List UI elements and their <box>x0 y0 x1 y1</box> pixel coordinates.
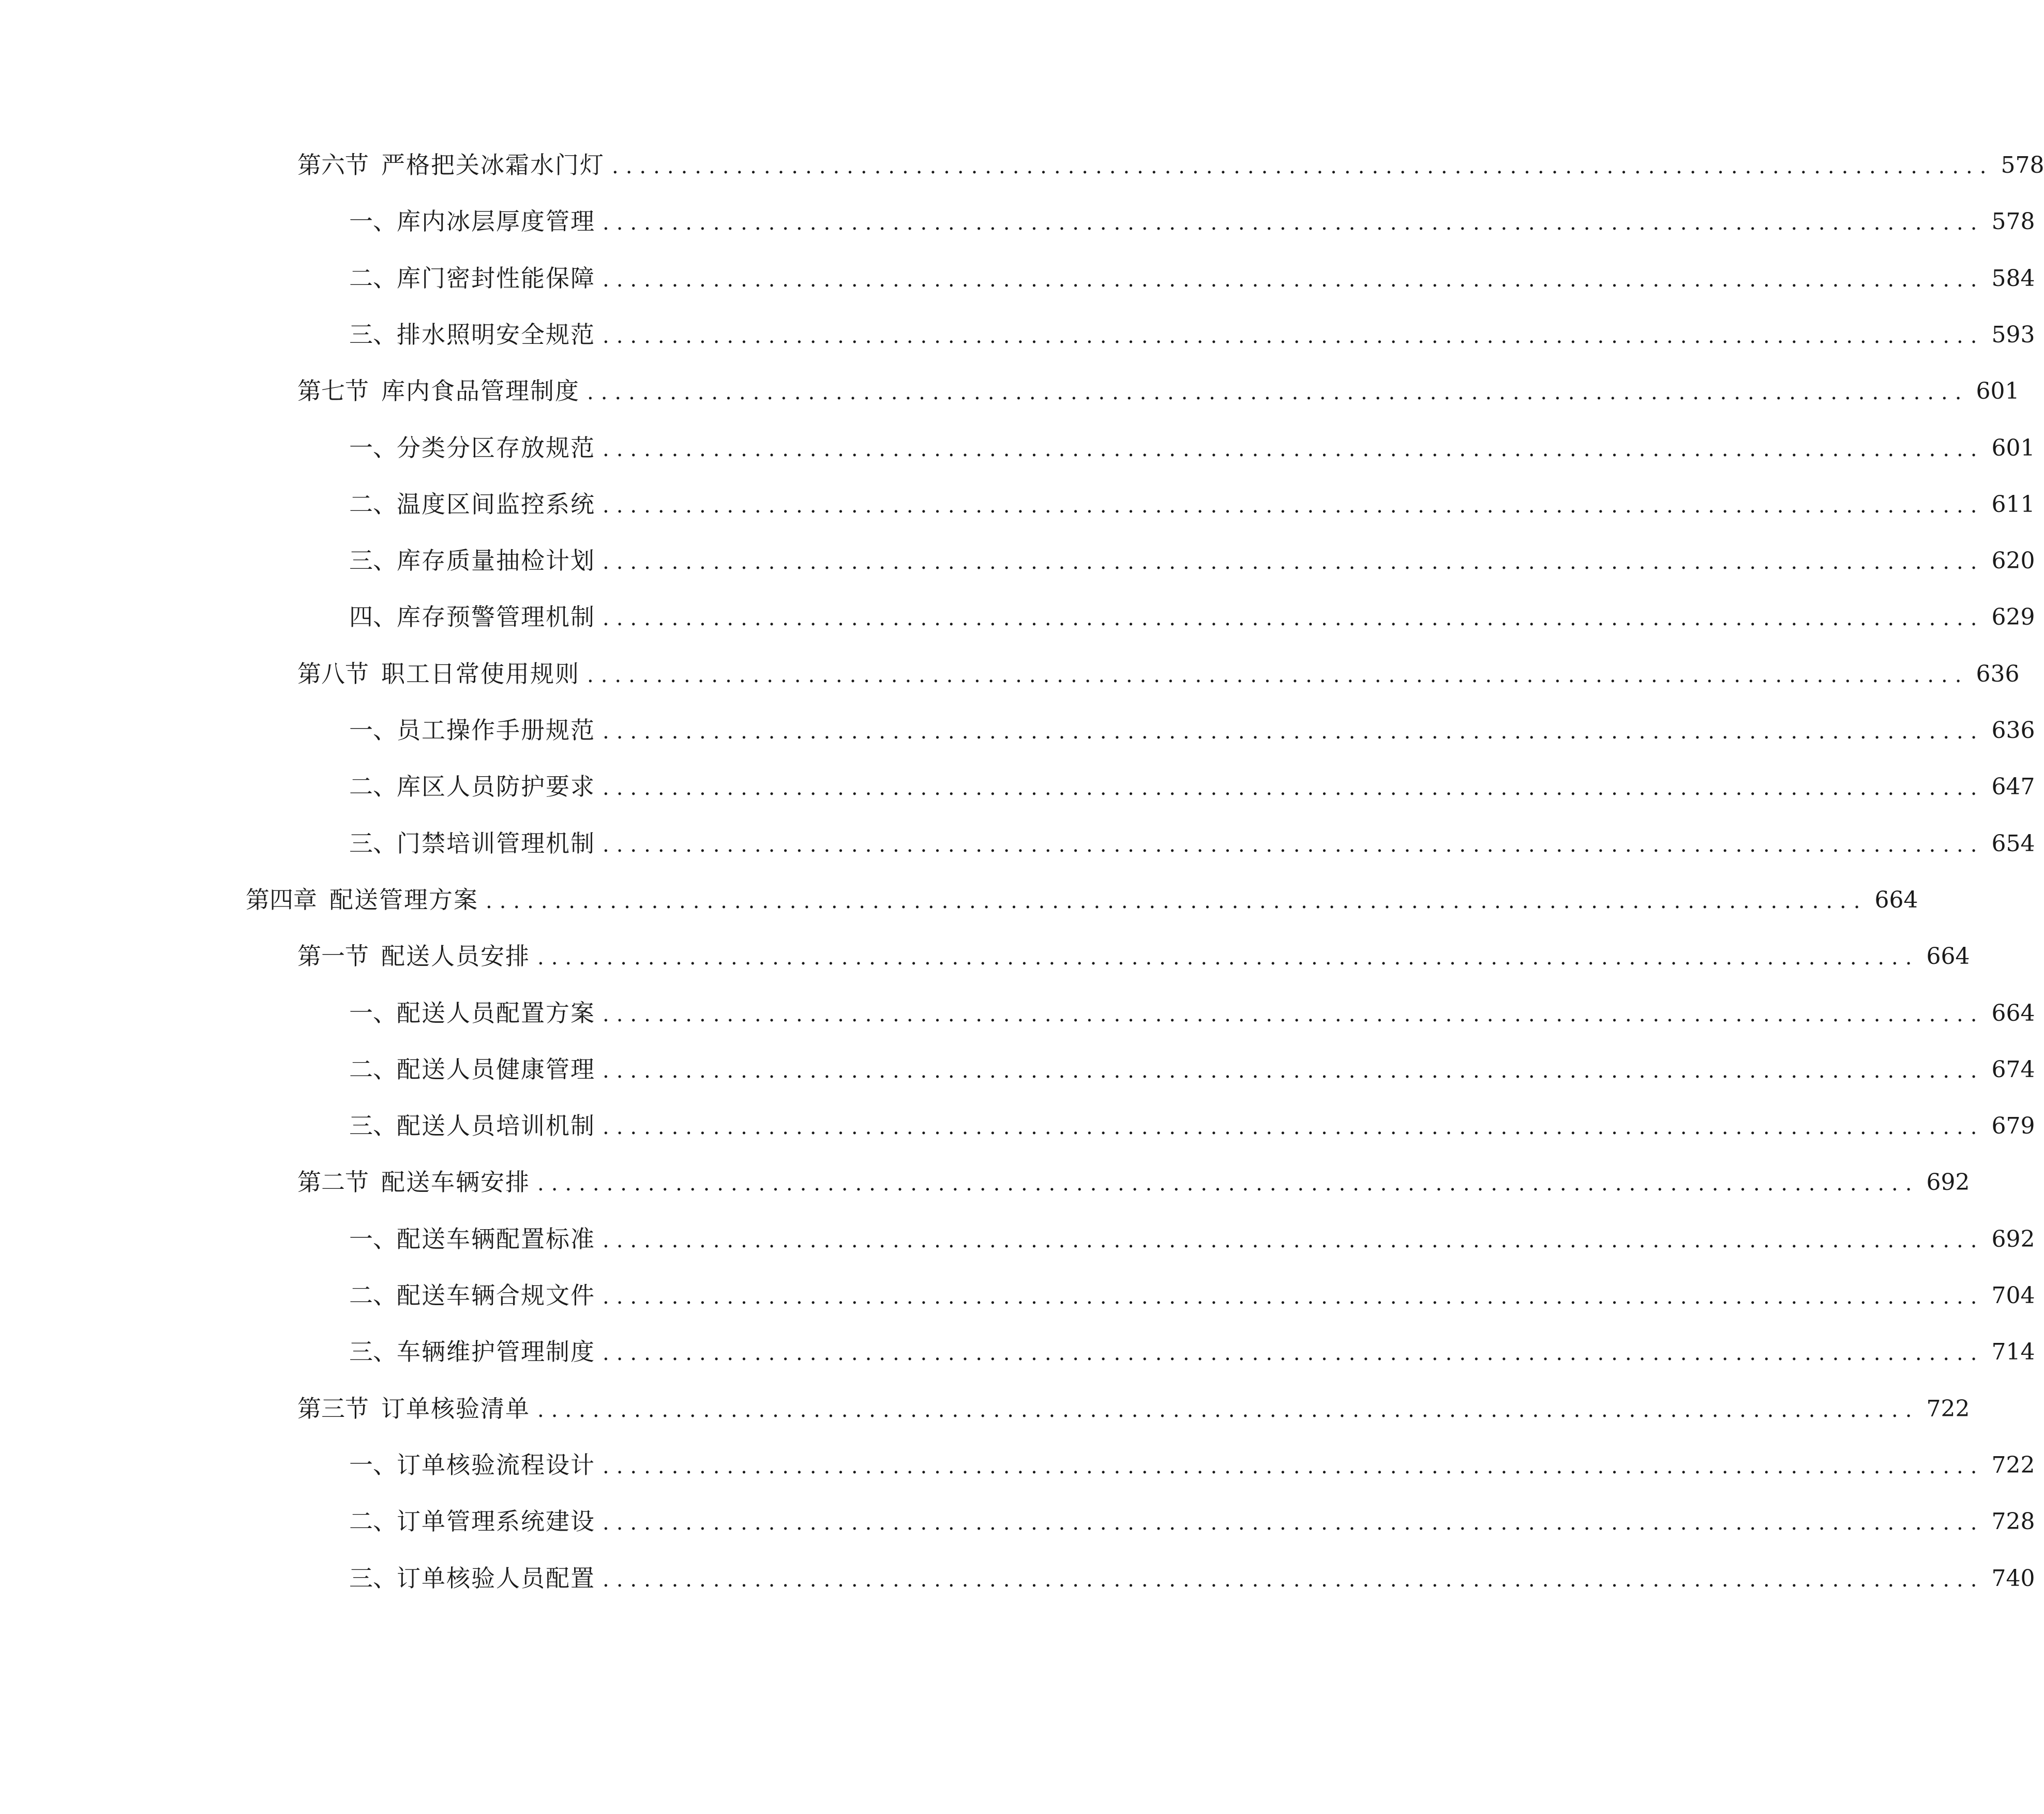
toc-entry-title: 配送人员配置方案 <box>397 999 595 1027</box>
toc-entry-title: 门禁培训管理机制 <box>397 829 595 857</box>
toc-entry-marker: 一、 <box>349 999 397 1027</box>
toc-page-number: 636 <box>1976 661 2020 687</box>
toc-dot-leader: .................................................................................................... <box>603 607 1985 630</box>
toc-entry-marker: 二、 <box>349 490 397 518</box>
toc-page-number: 722 <box>1926 1396 1970 1422</box>
toc-page-number: 674 <box>1991 1056 2035 1083</box>
toc-page-number: 722 <box>1991 1452 2035 1478</box>
toc-entry-title: 排水照明安全规范 <box>397 321 595 349</box>
toc-entry-title: 订单管理系统建设 <box>397 1507 595 1535</box>
toc-entry-marker: 第二节 <box>297 1168 369 1196</box>
toc-entry-title: 配送车辆安排 <box>381 1168 530 1196</box>
toc-page-number: 714 <box>1991 1339 2035 1365</box>
toc-entry-marker: 一、 <box>349 434 397 462</box>
toc-entry-marker: 一、 <box>349 1225 397 1253</box>
toc-page-number: 578 <box>1991 208 2035 235</box>
toc-page-number: 601 <box>1976 378 2020 404</box>
toc-entry[interactable] <box>349 984 2035 1027</box>
toc-entry-title: 员工操作手册规范 <box>397 716 595 744</box>
toc-entry-title: 库区人员防护要求 <box>397 773 595 800</box>
toc-page-number: 584 <box>1991 265 2035 292</box>
toc-entry-title: 库存质量抽检计划 <box>397 547 595 575</box>
toc-dot-leader: .................................................................................................... <box>603 550 1985 574</box>
toc-entry[interactable] <box>297 1153 1970 1196</box>
toc-entry[interactable] <box>297 927 1970 970</box>
toc-page-number: 620 <box>1991 548 2035 574</box>
toc-page-number: 578 <box>2001 152 2044 178</box>
toc-dot-leader: .................................................................................................... <box>537 1398 1919 1422</box>
toc-dot-leader: .................................................................................................... <box>603 1285 1985 1309</box>
toc-entry[interactable] <box>246 870 1918 914</box>
toc-entry[interactable] <box>349 757 2035 800</box>
toc-entry[interactable] <box>349 1210 2035 1253</box>
toc-dot-leader: .................................................................................................... <box>612 155 1994 178</box>
toc-entry-title: 库存预警管理机制 <box>397 603 595 631</box>
toc-page-number: 629 <box>1991 604 2035 630</box>
toc-entry-title: 分类分区存放规范 <box>397 434 595 462</box>
toc-entry-title: 配送人员安排 <box>381 942 530 970</box>
toc-entry-marker: 一、 <box>349 716 397 744</box>
toc-entry-marker: 第六节 <box>297 151 369 179</box>
toc-entry-title: 温度区间监控系统 <box>397 490 595 518</box>
toc-entry[interactable] <box>297 135 2044 179</box>
toc-page-number: 692 <box>1991 1226 2035 1252</box>
toc-entry[interactable] <box>349 531 2035 575</box>
toc-page-number: 664 <box>1991 1000 2035 1026</box>
toc-entry-title: 配送管理方案 <box>329 886 478 914</box>
toc-entry-title: 订单核验人员配置 <box>397 1564 595 1592</box>
toc-entry[interactable] <box>349 701 2035 744</box>
toc-entry[interactable] <box>349 1435 2035 1479</box>
toc-dot-leader: .................................................................................................... <box>587 663 1969 687</box>
toc-dot-leader: .................................................................................................... <box>603 1115 1985 1139</box>
toc-dot-leader: .................................................................................................... <box>603 324 1985 348</box>
toc-entry-marker: 四、 <box>349 603 397 631</box>
toc-dot-leader: .................................................................................................... <box>603 1059 1985 1083</box>
toc-dot-leader: .................................................................................................... <box>603 1229 1985 1252</box>
toc-entry-marker: 二、 <box>349 1055 397 1083</box>
toc-entry-title: 配送车辆配置标准 <box>397 1225 595 1253</box>
toc-entry[interactable] <box>349 1549 2035 1592</box>
toc-dot-leader: .................................................................................................... <box>603 1455 1985 1478</box>
toc-entry[interactable] <box>297 644 2020 688</box>
toc-entry[interactable] <box>349 192 2035 235</box>
toc-entry-marker: 三、 <box>349 1338 397 1366</box>
toc-entry[interactable] <box>297 1379 1970 1423</box>
toc-dot-leader: .................................................................................................... <box>603 494 1985 518</box>
toc-entry[interactable] <box>349 1266 2035 1309</box>
toc-page-number: 636 <box>1991 717 2035 744</box>
toc-entry-title: 配送人员健康管理 <box>397 1055 595 1083</box>
toc-entry-marker: 三、 <box>349 1564 397 1592</box>
toc-page-number: 593 <box>1991 322 2035 348</box>
toc-dot-leader: .................................................................................................... <box>537 946 1919 970</box>
toc-entry-marker: 二、 <box>349 1507 397 1535</box>
toc-entry-title: 配送车辆合规文件 <box>397 1281 595 1309</box>
toc-page-number: 692 <box>1926 1169 1970 1196</box>
toc-entry-marker: 三、 <box>349 829 397 857</box>
toc-dot-leader: .................................................................................................... <box>603 1568 1985 1592</box>
toc-entry[interactable] <box>349 1096 2035 1140</box>
toc-entry-title: 严格把关冰霜水门灯 <box>381 151 605 179</box>
toc-page-number: 740 <box>1991 1565 2035 1592</box>
toc-entry-marker: 第一节 <box>297 942 369 970</box>
toc-page-number: 664 <box>1874 887 1918 913</box>
toc-dot-leader: .................................................................................................... <box>603 720 1985 744</box>
toc-entry[interactable] <box>349 814 2035 857</box>
toc-entry[interactable] <box>349 1322 2035 1366</box>
toc-entry-title: 库内食品管理制度 <box>381 377 580 405</box>
toc-entry-marker: 第四章 <box>246 886 317 914</box>
toc-entry-marker: 一、 <box>349 207 397 235</box>
toc-entry[interactable] <box>349 587 2035 631</box>
toc-entry-title: 库门密封性能保障 <box>397 264 595 292</box>
toc-dot-leader: .................................................................................................... <box>486 889 1868 913</box>
toc-entry-title: 订单核验清单 <box>381 1395 530 1423</box>
toc-entry[interactable] <box>297 361 2020 405</box>
toc-page-number: 647 <box>1991 774 2035 800</box>
toc-entry-title: 职工日常使用规则 <box>381 660 580 688</box>
toc-entry-marker: 三、 <box>349 547 397 575</box>
toc-entry[interactable] <box>349 1040 2035 1083</box>
toc-entry-marker: 二、 <box>349 264 397 292</box>
toc-page-number: 601 <box>1991 435 2035 461</box>
toc-dot-leader: .................................................................................................... <box>603 833 1985 857</box>
toc-entry[interactable] <box>349 475 2035 518</box>
toc-dot-leader: .................................................................................................... <box>603 211 1985 235</box>
toc-page-number: 611 <box>1991 491 2035 518</box>
toc-page-number: 728 <box>1991 1508 2035 1535</box>
toc-dot-leader: .................................................................................................... <box>603 776 1985 800</box>
toc-dot-leader: .................................................................................................... <box>603 1003 1985 1026</box>
toc-entry-marker: 一、 <box>349 1451 397 1479</box>
toc-entry-title: 配送人员培训机制 <box>397 1112 595 1140</box>
toc-entry-marker: 第七节 <box>297 377 369 405</box>
toc-page-number: 679 <box>1991 1113 2035 1139</box>
toc-entry[interactable] <box>349 418 2035 462</box>
toc-entry-marker: 二、 <box>349 1281 397 1309</box>
toc-entry-title: 库内冰层厚度管理 <box>397 207 595 235</box>
toc-dot-leader: .................................................................................................... <box>603 268 1985 292</box>
toc-page-number: 704 <box>1991 1282 2035 1309</box>
toc-entry-marker: 三、 <box>349 1112 397 1140</box>
toc-entry-title: 订单核验流程设计 <box>397 1451 595 1479</box>
toc-page-number: 654 <box>1991 830 2035 857</box>
toc-page-number: 664 <box>1926 943 1970 970</box>
toc-entry-marker: 二、 <box>349 773 397 800</box>
toc-dot-leader: .................................................................................................... <box>603 1341 1985 1365</box>
toc-dot-leader: .................................................................................................... <box>537 1172 1919 1196</box>
toc-entry[interactable] <box>349 249 2035 292</box>
toc-entry-marker: 第八节 <box>297 660 369 688</box>
toc-dot-leader: .................................................................................................... <box>603 1511 1985 1535</box>
toc-entry-marker: 三、 <box>349 321 397 349</box>
toc-entry-marker: 第三节 <box>297 1395 369 1423</box>
toc-dot-leader: .................................................................................................... <box>587 381 1969 404</box>
toc-entry-title: 车辆维护管理制度 <box>397 1338 595 1366</box>
toc-dot-leader: .................................................................................................... <box>603 437 1985 461</box>
toc-entry[interactable] <box>349 1492 2035 1535</box>
toc-entry[interactable] <box>349 305 2035 349</box>
